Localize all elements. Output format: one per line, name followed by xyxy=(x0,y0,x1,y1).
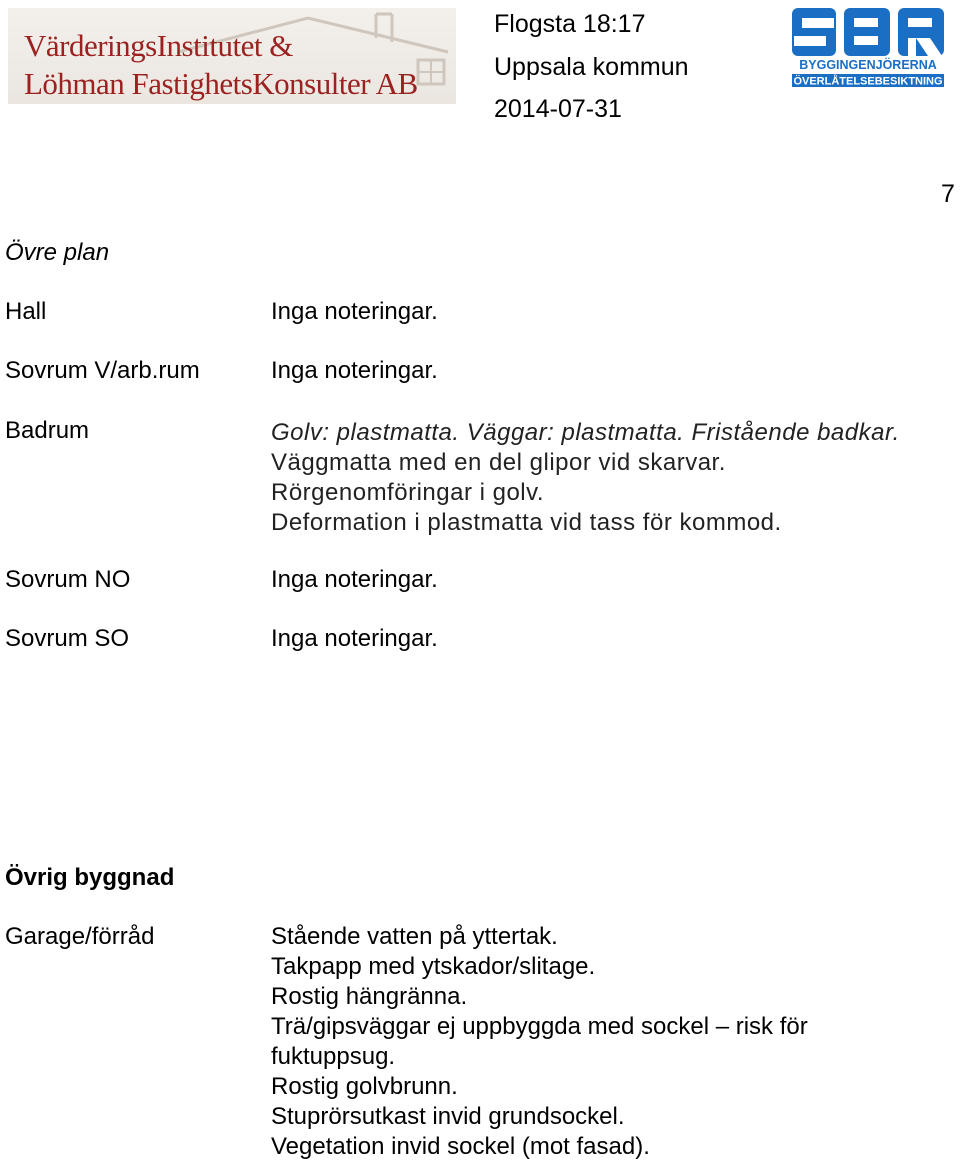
room-name-hall: Hall xyxy=(5,298,47,325)
logo-text-2: ÖVERLÅTELSEBESIKTNING xyxy=(793,75,943,88)
note-line: Vegetation invid sockel (mot fasad). xyxy=(271,1133,650,1160)
note-line: Rostig golvbrunn. xyxy=(271,1073,458,1100)
byggingenjorerna-logo xyxy=(790,6,946,88)
logo-line-2: Löhman FastighetsKonsulter AB xyxy=(24,66,418,101)
room-notes-bathroom xyxy=(271,418,900,538)
room-notes-bedroom-se: Inga noteringar. xyxy=(271,625,438,652)
room-notes-bedroom-ne: Inga noteringar. xyxy=(271,566,438,593)
room-notes-bedroom-work: Inga noteringar. xyxy=(271,357,438,384)
logo-line-1: VärderingsInstitutet & xyxy=(24,28,293,63)
page-number: 7 xyxy=(941,180,955,208)
valuation-institute-logo xyxy=(8,8,456,104)
room-name-bedroom-work: Sovrum V/arb.rum xyxy=(5,357,200,384)
room-notes-hall: Inga noteringar. xyxy=(271,298,438,325)
note-line: Väggmatta med en del glipor vid skarvar. xyxy=(271,449,726,476)
note-line: fuktuppsug. xyxy=(271,1043,396,1070)
municipality: Uppsala kommun xyxy=(494,53,689,81)
room-name-bathroom: Badrum xyxy=(5,417,90,444)
room-name-bedroom-ne: Sovrum NO xyxy=(5,566,131,593)
room-name-bedroom-se: Sovrum SO xyxy=(5,625,130,652)
note-line: Trä/gipsväggar ej uppbyggda med sockel – risk för xyxy=(271,1013,808,1040)
property-title: Flogsta 18:17 xyxy=(494,10,646,38)
note-line: Rörgenomföringar i golv. xyxy=(271,479,545,506)
note-line: Stuprörsutkast invid grundsockel. xyxy=(271,1103,625,1130)
room-name-garage-storage: Garage/förråd xyxy=(5,923,155,950)
sbr-logo-icon xyxy=(790,6,946,88)
report-date: 2014-07-31 xyxy=(494,95,622,123)
note-line: Golv: plastmatta. Väggar: plastmatta. Fristående badkar. xyxy=(271,419,900,446)
section-heading-other-building: Övrig byggnad xyxy=(5,864,175,891)
note-line: Rostig hängränna. xyxy=(271,983,468,1010)
note-line: Stående vatten på yttertak. xyxy=(271,923,558,950)
note-line: Takpapp med ytskador/slitage. xyxy=(271,953,596,980)
note-line: Deformation i plastmatta vid tass för kommod. xyxy=(271,509,782,536)
logo-text-1: BYGGINGENJÖRERNA xyxy=(799,58,937,72)
section-heading-upper-floor: Övre plan xyxy=(5,239,110,266)
room-notes-garage-storage xyxy=(271,922,808,1162)
